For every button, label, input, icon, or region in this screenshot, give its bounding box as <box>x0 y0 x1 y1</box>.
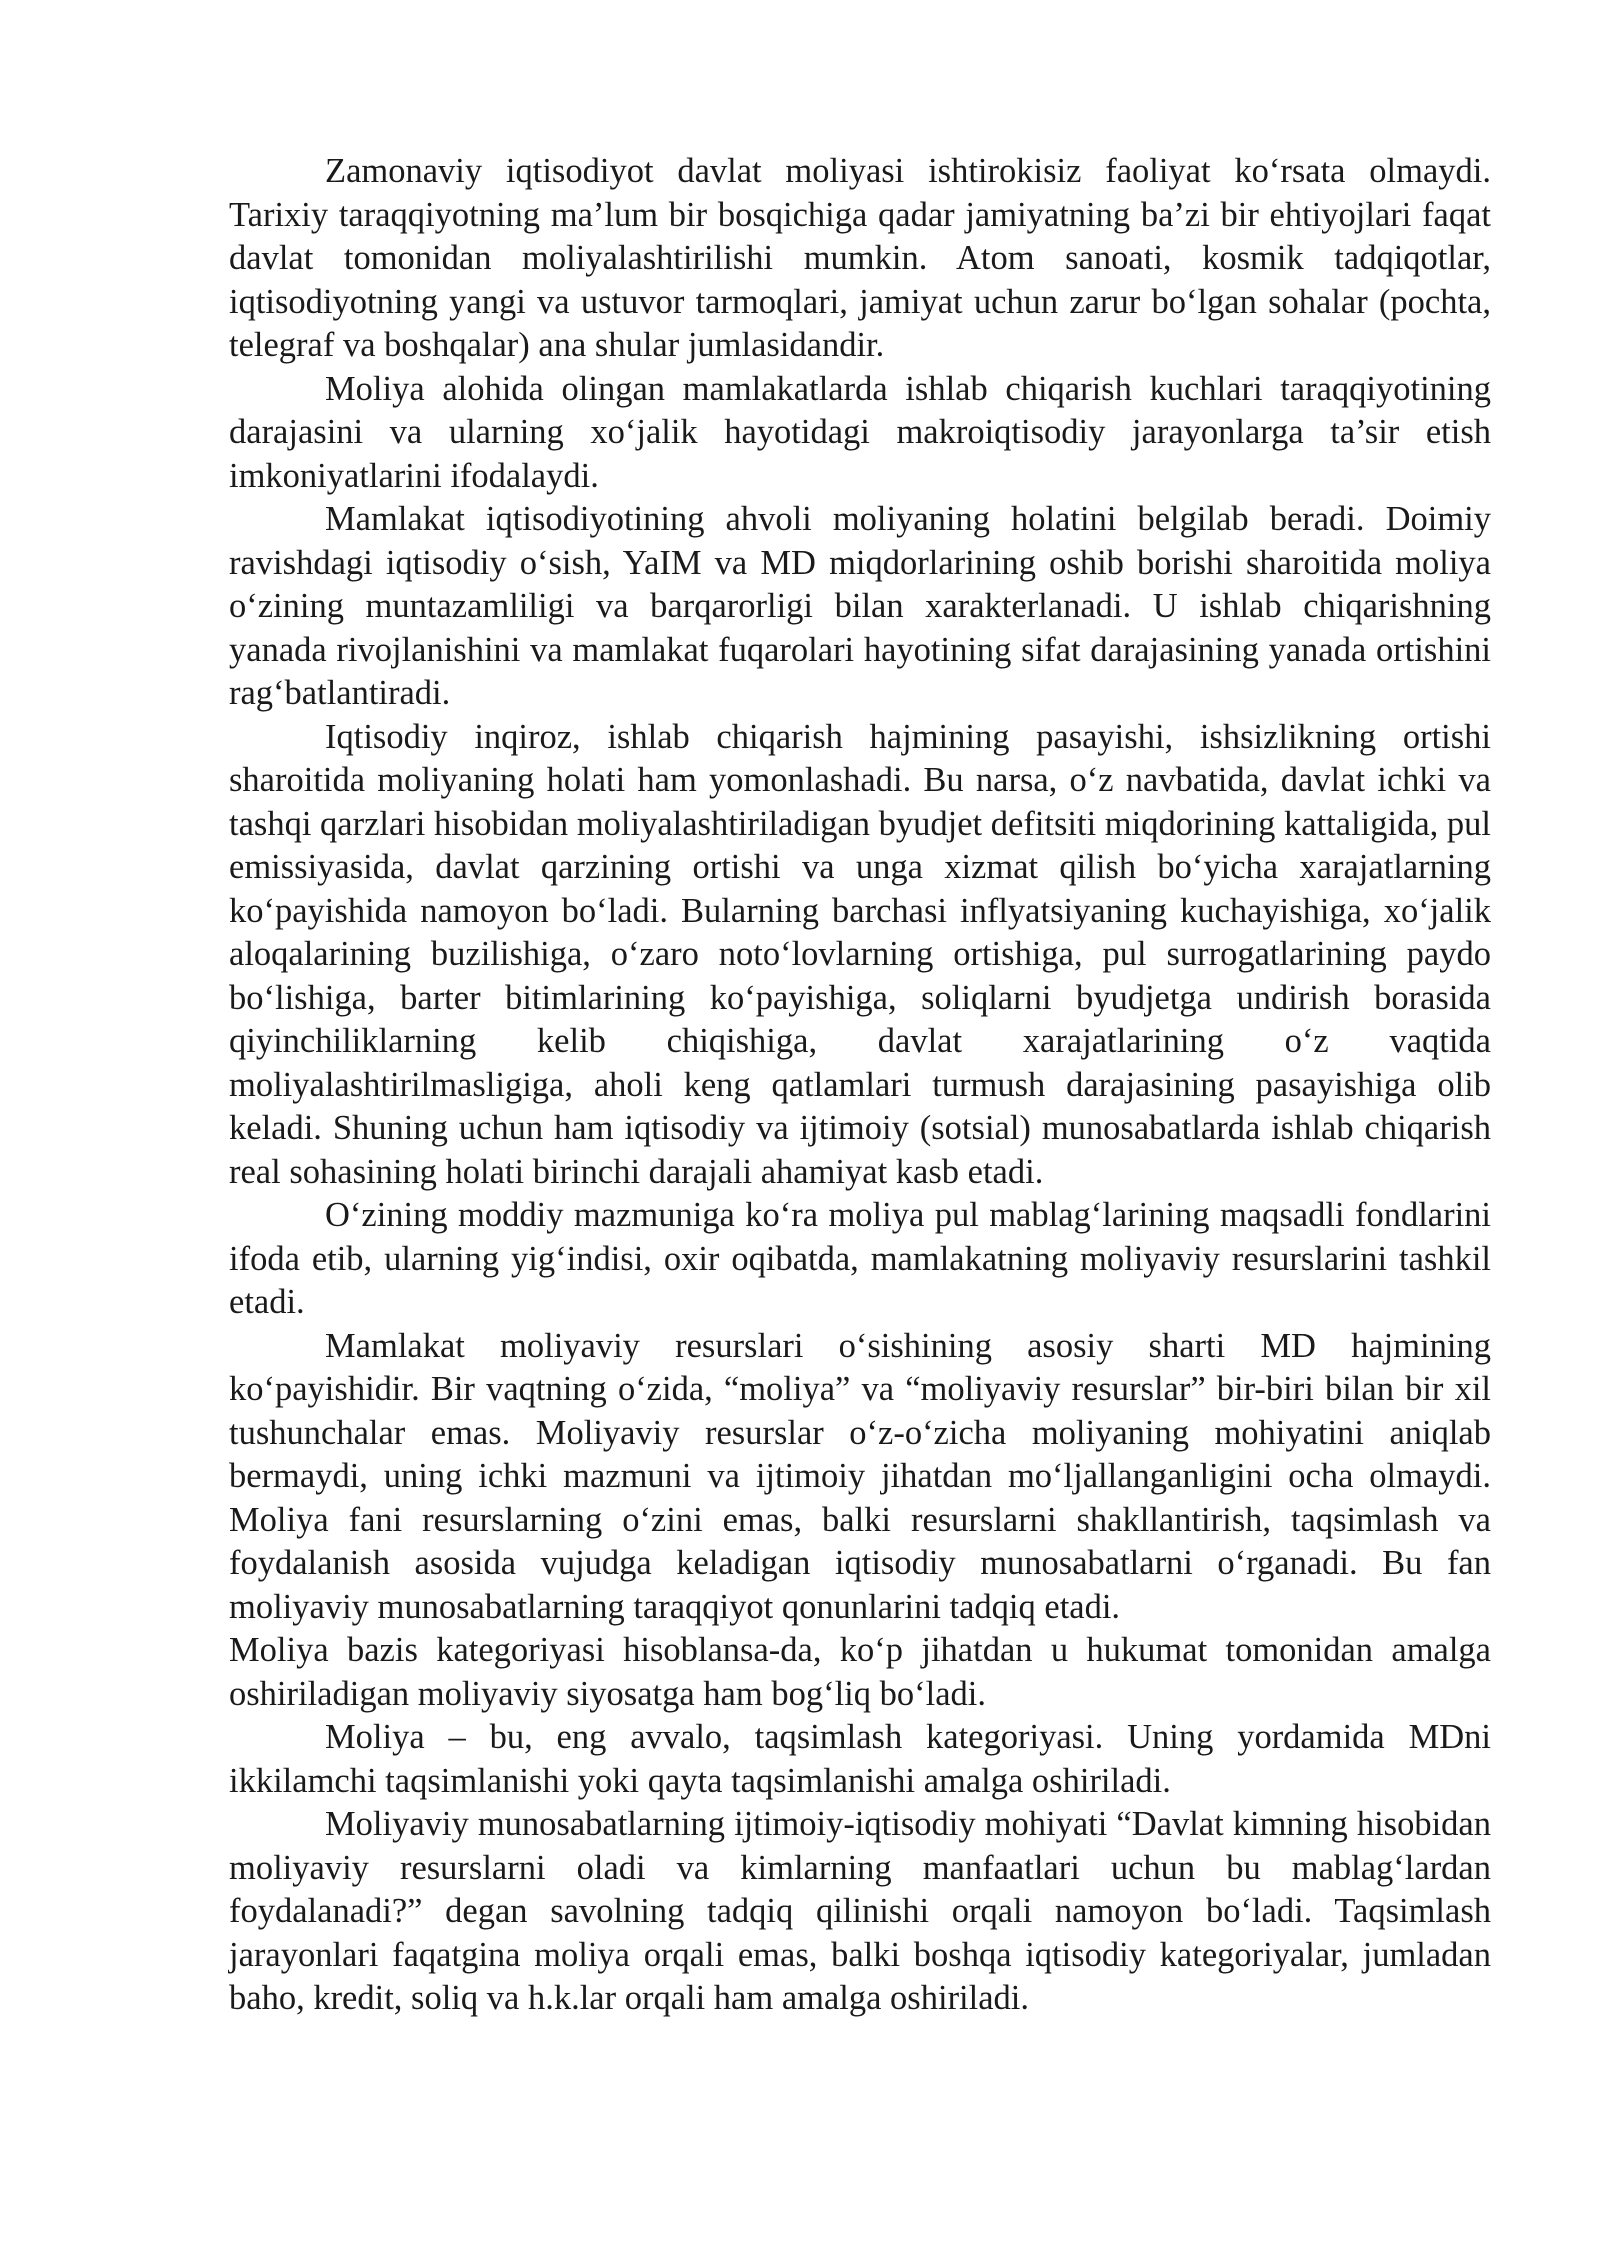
paragraph-3: Mamlakat iqtisodiyotining ahvoli moliyaning holatini belgilab beradi. Doimiy ravishdagi iqtisodiy o‘sish, YaIM va MD miqdorlarining oshib borishi sharoitida moliya o‘zining muntazamliligi va barqarorligi bilan xarakterlanadi. U ishlab chiqarishning yanada rivojlanishini va mamlakat fuqarolari hayotining sifat darajasining yanada ortishini rag‘batlantiradi. <box>229 500 1491 712</box>
paragraph-8: Moliya – bu, eng avvalo, taqsimlash kategoriyasi. Uning yordamida MDni ikkilamchi taqsimlanishi yoki qayta taqsimlanishi amalga oshiriladi. <box>229 1718 1491 1800</box>
paragraph-4: Iqtisodiy inqiroz, ishlab chiqarish hajmining pasayishi, ishsizlikning ortishi sharoitida moliyaning holati ham yomonlashadi. Bu narsa, o‘z navbatida, davlat ichki va tashqi qarzlari hisobidan moliyalashtiriladigan byudjet defitsiti miqdorining kattaligida, pul emissiyasida, davlat qarzining ortishi va unga xizmat qilish bo‘yicha xarajatlarning ko‘payishida namoyon bo‘ladi. Bularning barchasi inflyatsiyaning kuchayishiga, xo‘jalik aloqalarining buzilishiga, o‘zaro noto‘lovlarning ortishiga, pul surrogatlarining paydo bo‘lishiga, barter bitimlarining ko‘payishiga, soliqlarni byudjetga undirish borasida qiyinchiliklarning kelib chiqishiga, davlat xarajatlarining o‘z vaqtida moliyalashtirilmasligiga, aholi keng qatlamlari turmush darajasining pasayishiga olib keladi. Shuning uchun ham iqtisodiy va ijtimoiy (sotsial) munosabatlarda ishlab chiqarish real sohasining holati birinchi darajali ahamiyat kasb etadi. <box>229 717 1491 1191</box>
paragraph-9: Moliyaviy munosabatlarning ijtimoiy-iqtisodiy mohiyati “Davlat kimning hisobidan moliyaviy resurslarni oladi va kimlarning manfaatlari uchun bu mablag‘lardan foydalanadi?” degan savolning tadqiq qilinishi orqali namoyon bo‘ladi. Taqsimlash jarayonlari faqatgina moliya orqali emas, balki boshqa iqtisodiy kategoriyalar, jumladan baho, kredit, soliq va h.k.lar orqali ham amalga oshiriladi. <box>229 1805 1491 2017</box>
paragraph-7: Moliya bazis kategoriyasi hisoblansa-da, ko‘p jihatdan u hukumat tomonidan amalga oshiriladigan moliyaviy siyosatga ham bog‘liq bo‘ladi. <box>229 1631 1491 1713</box>
document-page <box>229 150 1491 2021</box>
paragraph-6: Mamlakat moliyaviy resurslari o‘sishining asosiy sharti MD hajmining ko‘payishidir. Bir vaqtning o‘zida, “moliya” va “moliyaviy resurslar” bir-biri bilan bir xil tushunchalar emas. Moliyaviy resurslar o‘z-o‘zicha moliyaning mohiyatini aniqlab bermaydi, uning ichki mazmuni va ijtimoiy jihatdan mo‘ljallanganligini ocha olmaydi. Moliya fani resurslarning o‘zini emas, balki resurslarni shakllantirish, taqsimlash va foydalanish asosida vujudga keladigan iqtisodiy munosabatlarni o‘rganadi. Bu fan moliyaviy munosabatlarning taraqqiyot qonunlarini tadqiq etadi. <box>229 1326 1491 1626</box>
paragraph-2: Moliya alohida olingan mamlakatlarda ishlab chiqarish kuchlari taraqqiyotining darajasini va ularning xo‘jalik hayotidagi makroiqtisodiy jarayonlarga ta’sir etish imkoniyatlarini ifodalaydi. <box>229 369 1491 495</box>
paragraph-1: Zamonaviy iqtisodiyot davlat moliyasi ishtirokisiz faoliyat ko‘rsata olmaydi. Tarixiy taraqqiyotning ma’lum bir bosqichiga qadar jamiyatning ba’zi bir ehtiyojlari faqat davlat tomonidan moliyalashtirilishi mumkin. Atom sanoati, kosmik tadqiqotlar, iqtisodiyotning yangi va ustuvor tarmoqlari, jamiyat uchun zarur bo‘lgan sohalar (pochta, telegraf va boshqalar) ana shular jumlasidandir. <box>229 152 1491 364</box>
paragraph-5: O‘zining moddiy mazmuniga ko‘ra moliya pul mablag‘larining maqsadli fondlarini ifoda etib, ularning yig‘indisi, oxir oqibatda, mamlakatning moliyaviy resurslarini tashkil etadi. <box>229 1196 1491 1321</box>
